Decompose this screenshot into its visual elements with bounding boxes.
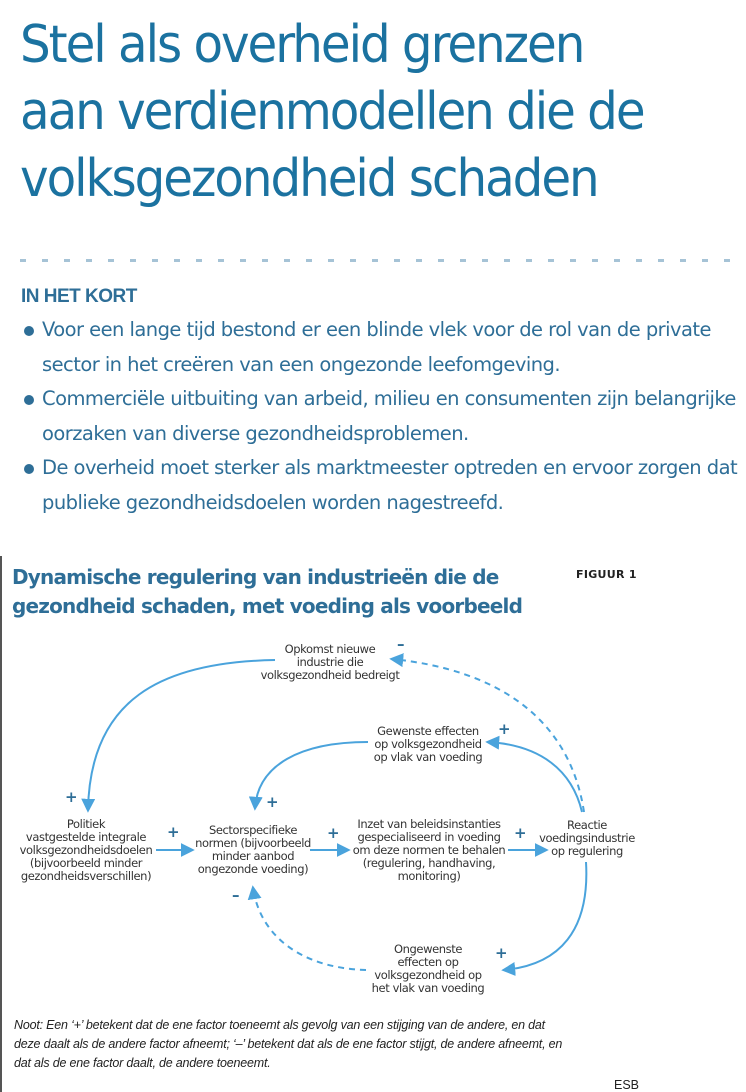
summary-bullet-text: Commerciële uitbuiting van arbeid, milieu en consumenten zijn belangrijke oorzaken van diverse gezondheidsproblemen. — [42, 387, 736, 445]
node-politiek — [6, 818, 166, 883]
headline-line: volksgezondheid schaden — [20, 149, 598, 209]
sign-minus: – — [232, 886, 240, 904]
summary-bullet — [22, 451, 742, 520]
node-text: op volksgezondheid — [374, 737, 482, 751]
headline-line: aan verdienmodellen die de — [20, 82, 644, 142]
node-text: ongezonde voeding) — [197, 862, 309, 876]
article-headline — [20, 12, 690, 213]
node-text: voedingsindustrie — [539, 831, 635, 845]
headline-line: Stel als overheid grenzen — [20, 15, 584, 75]
sign-plus: + — [266, 793, 279, 811]
node-text: Opkomst nieuwe — [284, 642, 376, 656]
node-text: gespecialiseerd in voeding — [357, 830, 501, 844]
node-text: volksgezondheid bedreigt — [260, 668, 400, 682]
summary-bullet — [22, 313, 742, 382]
sign-minus: – — [397, 635, 405, 653]
bullet-dot-icon — [24, 326, 34, 336]
bullet-dot-icon — [24, 464, 34, 474]
summary-list — [22, 313, 742, 520]
node-text: Reactie — [567, 818, 607, 832]
summary-bullet — [22, 382, 742, 451]
figure-title: Dynamische regulering van industrieën die de gezondheid schaden, met voeding als voorbeeld — [12, 565, 523, 618]
arrow-ongewenst-to-sector-dashed — [253, 888, 366, 970]
node-ongewenst — [366, 943, 490, 995]
arrow-opkomst-to-politiek — [88, 660, 275, 810]
figure-note: Noot: Een ‘+’ betekent dat de ene factor toeneemt als gevolg van een stijging van de andere, en dat deze daalt als de andere factor afneemt; ‘–’ betekent dat als de ene factor stijgt, de andere afneemt, en dat als de ene factor daalt, de andere toeneemt. — [14, 1018, 563, 1070]
node-text: (bijvoorbeeld minder — [29, 856, 143, 870]
node-text: (regulering, handhaving, — [362, 856, 496, 870]
sign-plus: + — [327, 824, 340, 842]
node-text: op vlak van voeding — [373, 750, 483, 764]
node-text: Gewenste effecten — [377, 724, 479, 738]
node-sector — [190, 824, 316, 876]
sign-plus: + — [167, 823, 180, 841]
node-text: Politiek — [66, 817, 106, 831]
figure-label: FIGUUR 1 — [576, 568, 637, 581]
sign-plus: + — [495, 944, 508, 962]
figure-source: ESB — [614, 1078, 640, 1092]
node-text: gezondheidsverschillen) — [20, 869, 152, 883]
summary-bullet-text: De overheid moet sterker als marktmeester optreden en ervoor zorgen dat publieke gezondheidsdoelen worden nagestreefd. — [42, 456, 738, 514]
arrow-reactie-to-ongewenst — [504, 862, 586, 970]
sign-plus: + — [65, 788, 78, 806]
node-opkomst — [250, 643, 410, 682]
node-text: effecten op — [397, 955, 459, 969]
node-text: volksgezondheid op — [374, 968, 482, 982]
summary-title: IN HET KORT — [21, 286, 137, 307]
node-text: Inzet van beleidsinstanties — [357, 817, 501, 831]
node-text: Sectorspecifieke — [208, 823, 298, 837]
node-text: monitoring) — [397, 869, 461, 883]
node-text: het vlak van voeding — [371, 981, 485, 995]
summary-bullet-text: Voor een lange tijd bestond er een blinde vlek voor de rol van de private sector in het creëren van een ongezonde leefomgeving. — [42, 318, 711, 376]
node-reactie — [534, 819, 640, 858]
bullet-dot-icon — [24, 395, 34, 405]
sign-plus: + — [498, 720, 511, 738]
node-text: normen (bijvoorbeeld — [195, 836, 311, 850]
node-inzet — [348, 818, 510, 883]
node-text: vastgestelde integrale — [25, 830, 147, 844]
node-text: op regulering — [551, 844, 623, 858]
node-text: industrie die — [296, 655, 364, 669]
node-text: minder aanbod — [211, 849, 295, 863]
sign-plus: + — [514, 824, 527, 842]
node-text: volksgezondheidsdoelen — [19, 843, 153, 857]
cut-off-text-line — [20, 259, 736, 262]
arrow-reactie-to-gewenst — [488, 742, 582, 812]
node-gewenst — [360, 725, 496, 764]
node-text: Ongewenste — [393, 942, 463, 956]
node-text: om deze normen te behalen — [352, 843, 506, 857]
